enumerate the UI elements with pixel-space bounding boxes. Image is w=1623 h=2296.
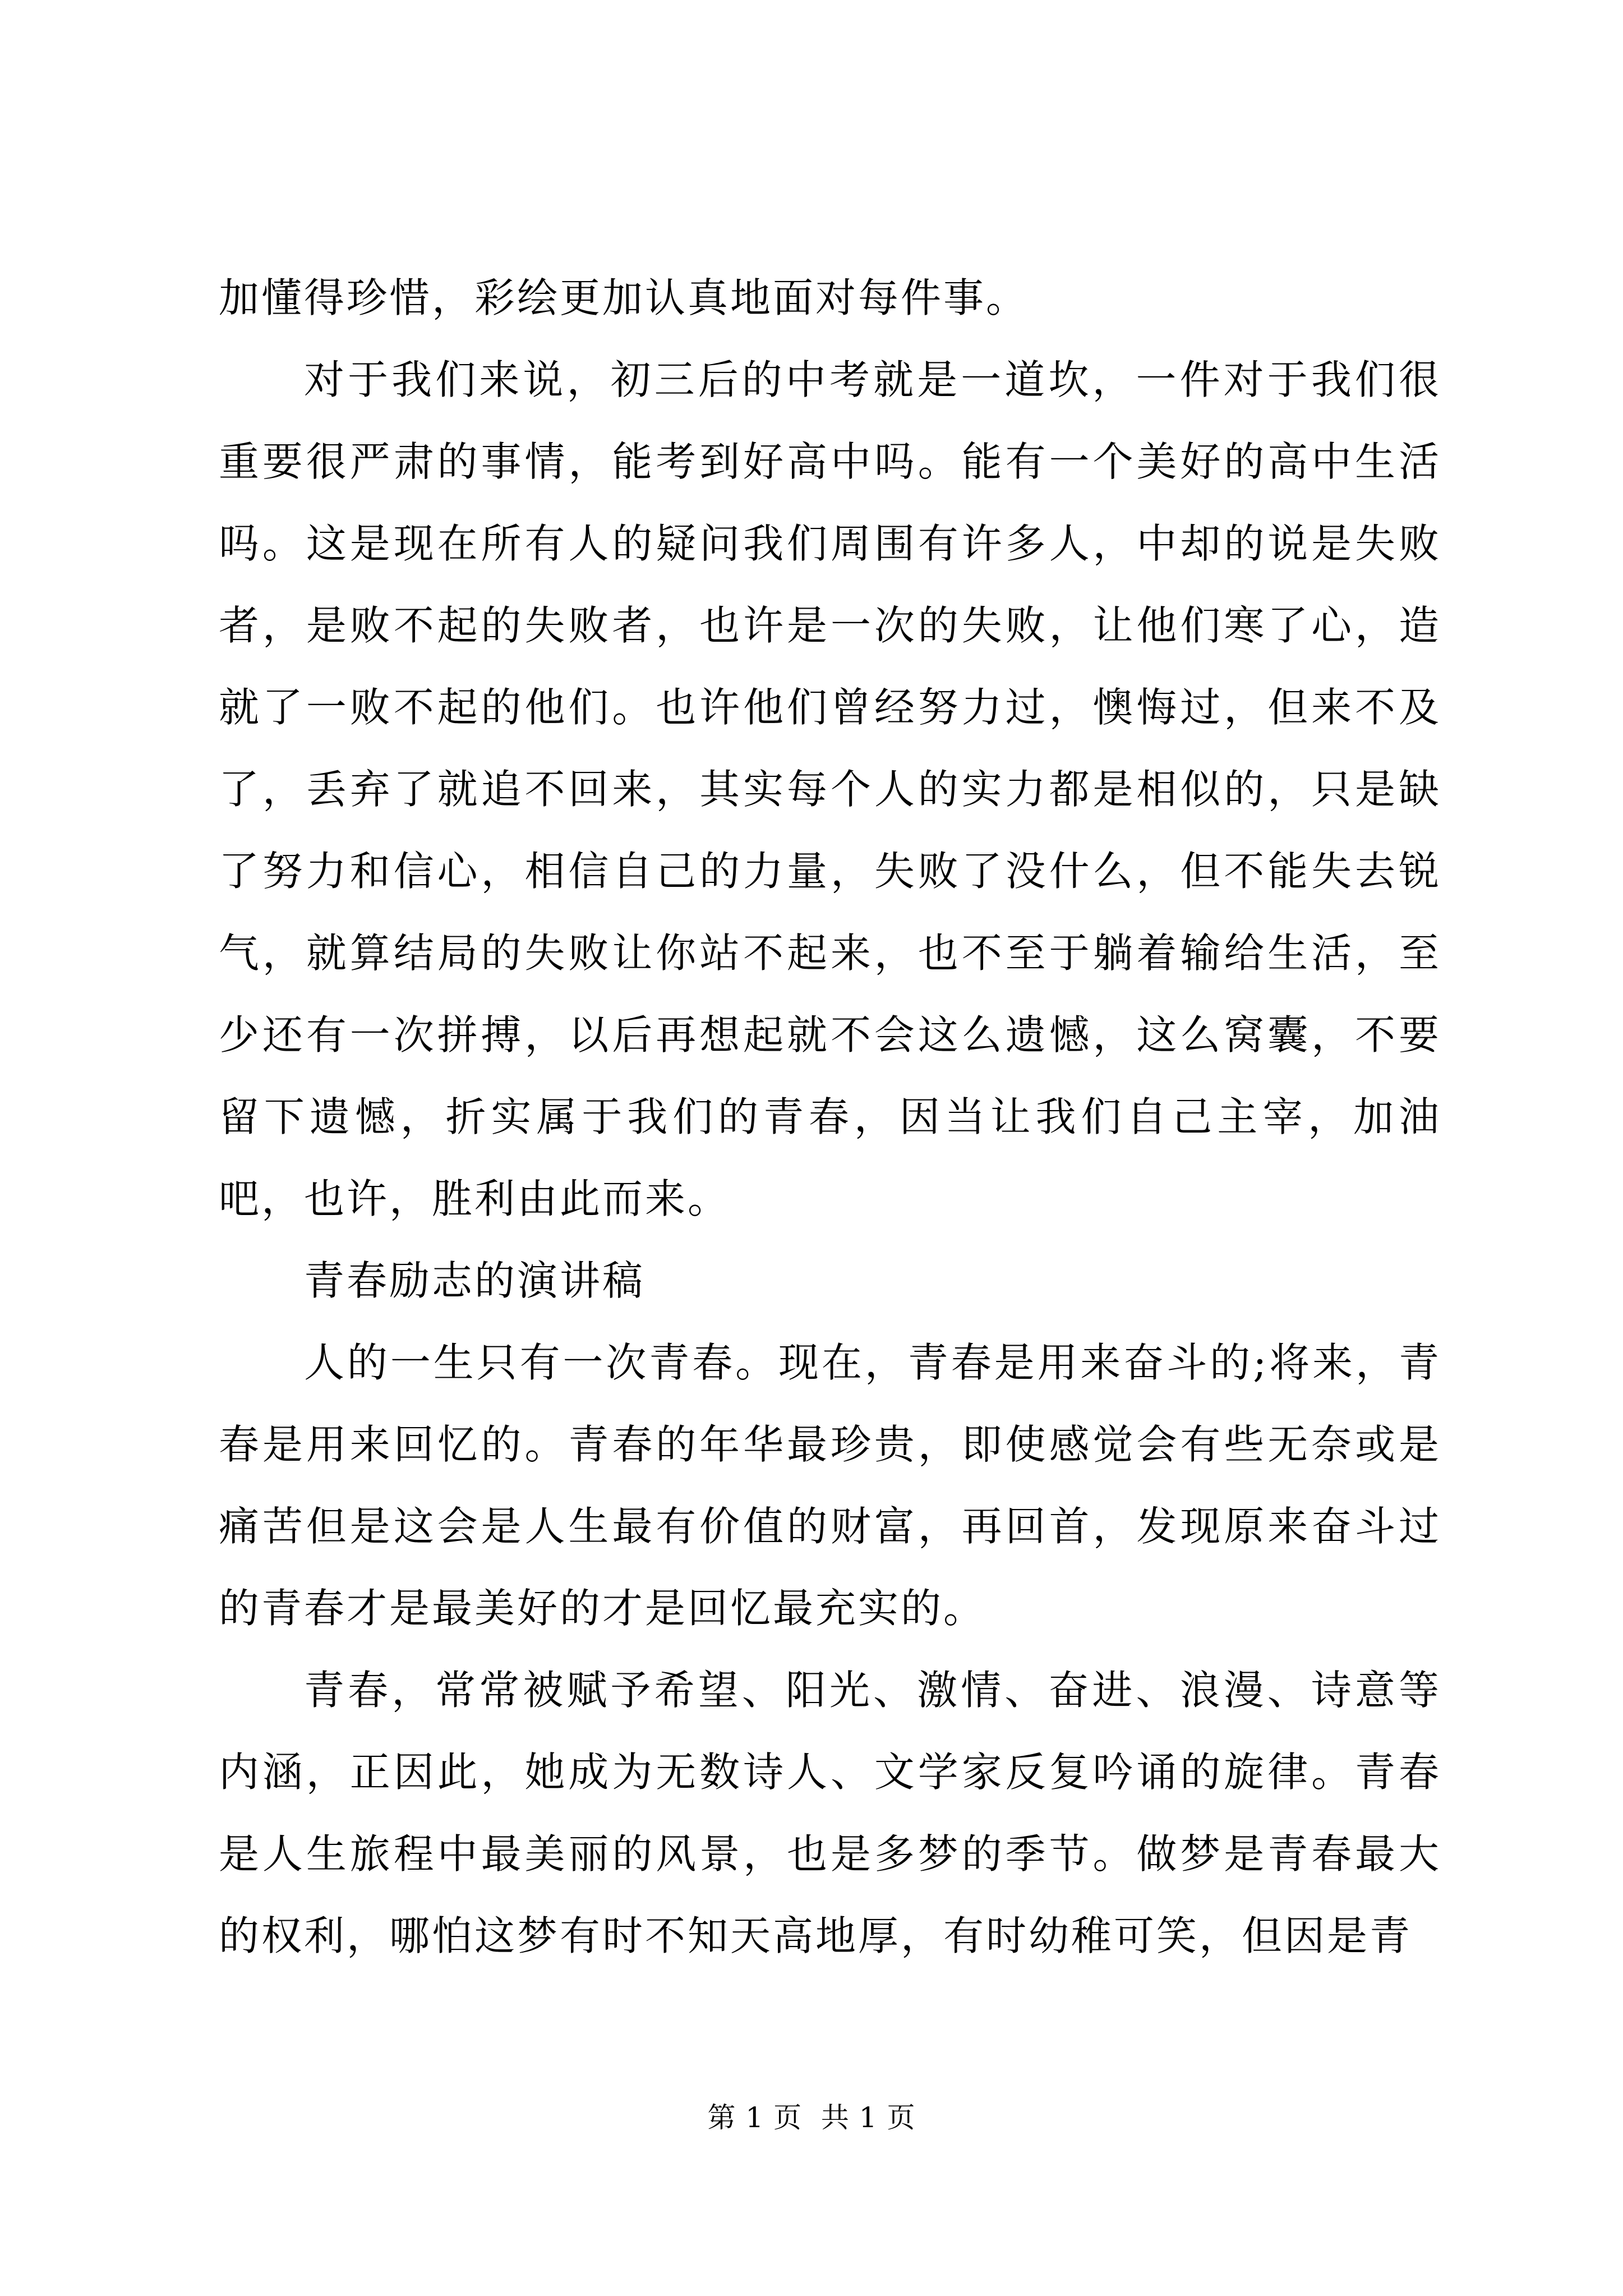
paragraph-2: 对于我们来说，初三后的中考就是一道坎，一件对于我们很重要很严肃的事情，能考到好高中吗。能有一个美好的高中生活吗。这是现在所有人的疑问我们周围有许多人，中却的说是失败者，是败不起的失败者，也许是一次的失败，让他们寒了心，造就了一败不起的他们。也许他们曾经努力过，懊悔过，但来不及了，丢弃了就追不回来，其实每个人的实力都是相似的，只是缺了努力和信心，相信自己的力量，失败了没什么，但不能失去锐气，就算结局的失败让你站不起来，也不至于躺着输给生活，至少还有一次拼搏，以后再想起就不会这么遗憾，这么窝囊，不要留下遗憾，折实属于我们的青春，因当让我们自己主宰，加油吧，也许，胜利由此而来。: [219, 356, 1441, 1222]
page-number-label: 第 1 页 共 1 页: [707, 2101, 916, 2134]
paragraph-1: 加懂得珍惜，彩绘更加认真地面对每件事。: [219, 274, 1029, 321]
section-heading: 青春励志的演讲稿: [304, 1257, 645, 1304]
page-footer: [0, 2098, 1623, 2137]
paragraph-3: 人的一生只有一次青春。现在，青春是用来奋斗的;将来，青春是用来回忆的。青春的年华最珍贵，即使感觉会有些无奈或是痛苦但是这会是人生最有价值的财富，再回首，发现原来奋斗过的青春才是最美好的才是回忆最充实的。: [219, 1339, 1441, 1632]
paragraph-4: 青春，常常被赋予希望、阳光、激情、奋进、浪漫、诗意等内涵，正因此，她成为无数诗人、文学家反复吟诵的旋律。青春是人生旅程中最美丽的风景，也是多梦的季节。做梦是青春最大的权利，哪怕这梦有时不知天高地厚，有时幼稚可笑，但因是青: [219, 1667, 1441, 1959]
document-body: [219, 257, 1441, 1977]
